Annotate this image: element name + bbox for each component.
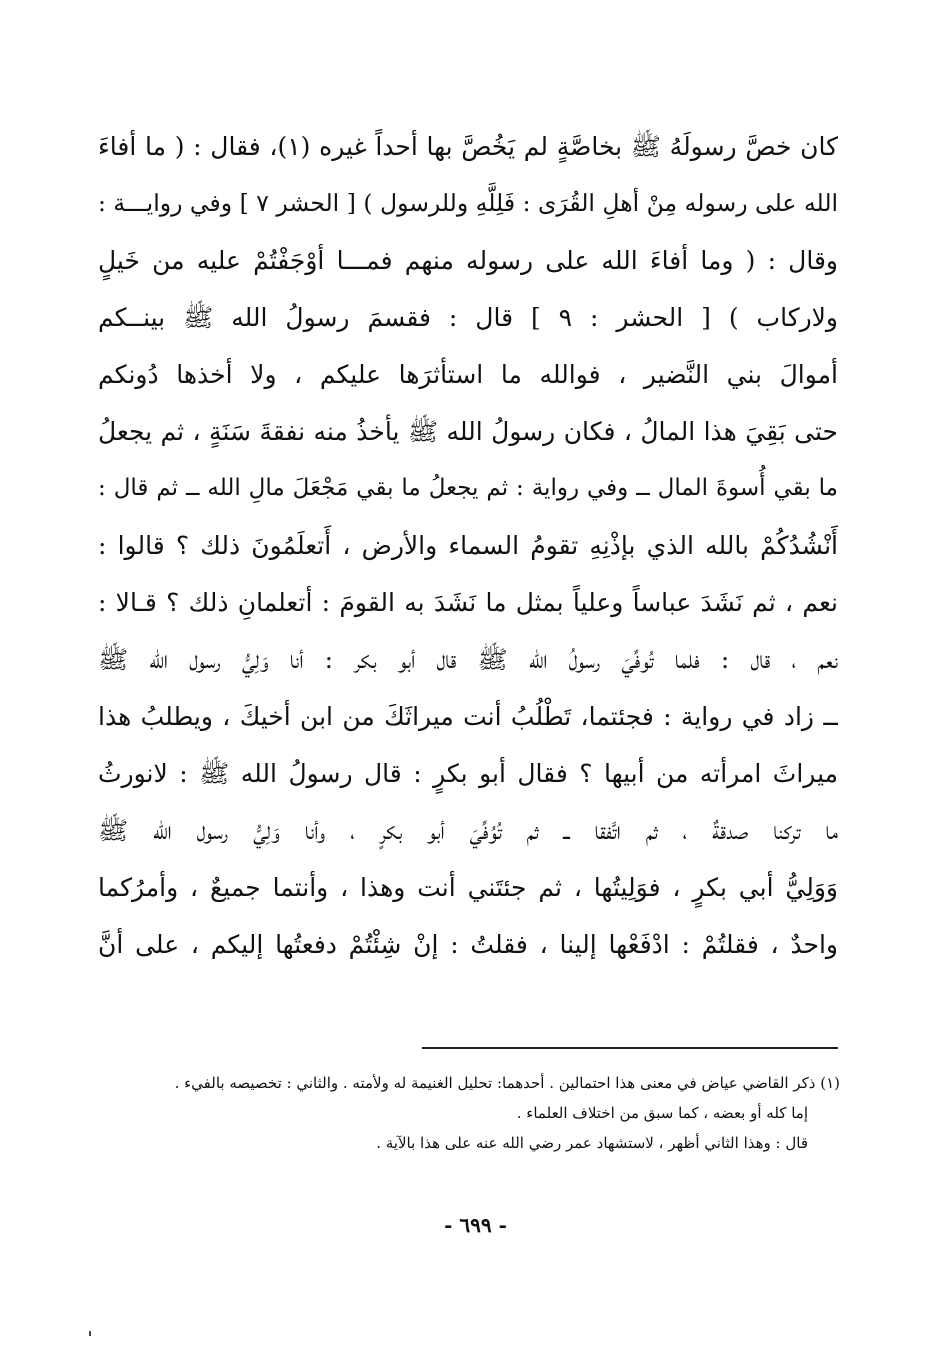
footnote-line: إما كله أو بعضه ، كما سبق من اختلاف العلماء .: [516, 1104, 808, 1122]
footnote-line: قال : وهذا الثاني أظهر ، لاستشهاد عمر رضي الله عنه على هذا بالآية .: [376, 1134, 808, 1152]
footnote-separator: [422, 1047, 838, 1049]
text-line: نعم ، قال : فلما تُوفِّيَ رسولُ الله ﷺ قال أبو بكر : أنا وَلِيُّ رسول الله ﷺ: [98, 645, 838, 674]
text-line: ولاركاب ) [ الحشر : ٩ ] قال : فقسمَ رسولُ الله ﷺ بينــكم: [98, 303, 838, 332]
page-number: - ٦٩٩ -: [444, 1213, 507, 1237]
text-line: نعم ، ثم نَشَدَ عباساً وعلياً بمثل ما نَشَدَ به القومَ : أتعلمانِ ذلك ؟ قـالا :: [98, 588, 838, 617]
text-line: وَوَلِيُّ أبي بكرٍ ، فوَلِيتُها ، ثم جئتَني أنت وهذا ، وأنتما جميعٌ ، وأمرُكما: [98, 873, 838, 902]
main-text-block: [98, 118, 838, 973]
text-line: أموالَ بني النَّضير ، فوالله ما استأثرَها عليكم ، ولا أخذها دُونكم: [98, 360, 838, 389]
text-line: حتى بَقِيَ هذا المالُ ، فكان رسولُ الله ﷺ يأخذُ منه نفقةَ سَنَةٍ ، ثم يجعلُ: [98, 417, 838, 446]
text-line: ما تركنا صدقةٌ ، ثم اتَّفقا ــ ثم تُوُفِّيَ أبو بكرٍ ، وأنا وَلِيُّ رسول الله ﷺ: [98, 816, 838, 845]
footnotes: [98, 1068, 840, 1158]
text-line: ميراثَ امرأته من أبيها ؟ فقال أبو بكرٍ : قال رسولُ الله ﷺ : لانورثُ: [98, 759, 838, 788]
text-line: واحدٌ ، فقلتُمْ : ادْفَعْها إلينا ، فقلتُ : إنْ شِئْتُمْ دفعتُها إليكم ، على أنَّ: [98, 930, 838, 959]
text-line: كان خصَّ رسولَهُ ﷺ بخاصَّةٍ لم يَخُصَّ بها أحداً غيره (١)، فقال : ( ما أفاءَ: [98, 132, 838, 161]
text-line: ــ زاد في رواية : فجئتما، تَطْلُبُ أنت ميراثَكَ من ابن أخيكَ ، ويطلبُ هذا: [98, 702, 838, 731]
footnote-line: (١) ذكر القاضي عياض في معنى هذا احتمالين . أحدهما: تحليل الغنيمة له ولأمته . والثاني : تخصيصه بالفيء .: [174, 1074, 840, 1092]
text-line: أَنْشُدُكُمْ بالله الذي بإذْنِهِ تقومُ السماء والأرض ، أَتعلَمُونَ ذلك ؟ قالوا :: [98, 531, 838, 560]
text-line: وقال : ( وما أفاءَ الله على رسوله منهم فمـــا أوْجَفْتُمْ عليه من خَيلٍ: [98, 246, 838, 275]
scan-speck: [89, 1331, 91, 1336]
text-line: الله على رسوله مِنْ أهلِ القُرَى : فَلِلَّهِ وللرسول ) [ الحشر ٧ ] وفي روايـــة :: [98, 189, 838, 217]
text-line: ما بقي أُسوةَ المال ــ وفي رواية : ثم يجعلُ ما بقي مَجْعَلَ مالِ الله ــ ثم قال :: [98, 475, 838, 501]
